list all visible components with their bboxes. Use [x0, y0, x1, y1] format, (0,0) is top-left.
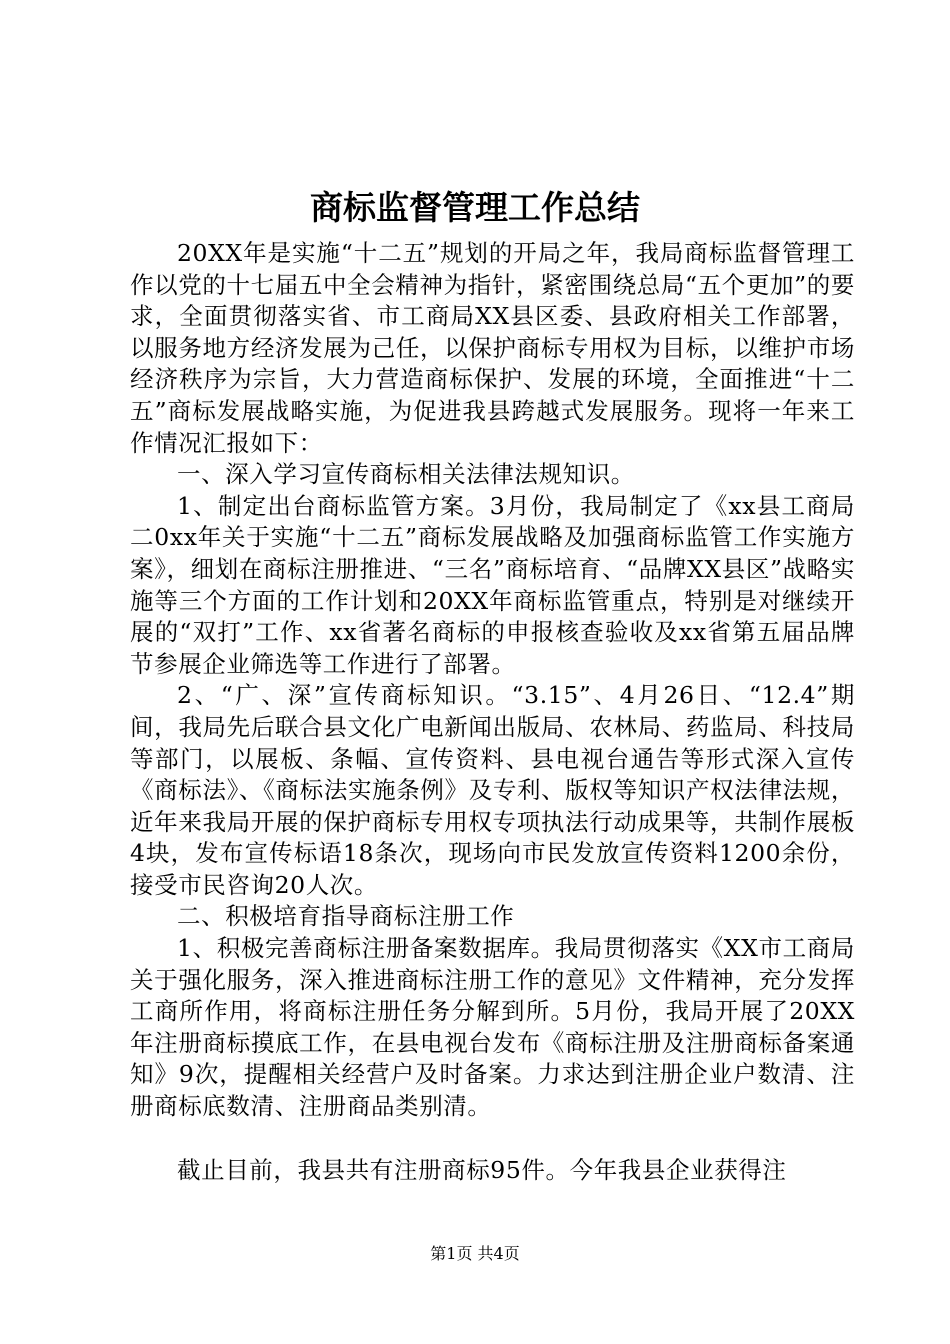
page-footer: 第1页 共4页 — [430, 1244, 520, 1263]
paragraph-1-2: 2、“广、深”宣传商标知识。“3.15”、4月26日、“12.4”期间，我局先后联合县文化广电新闻出版局、农林局、药监局、科技局等部门，以展板、条幅、宣传资料、县电视台通告等形式深入宣传《商标法》、《商标法实施条例》及专利、版权等知识产权法律法规，近年来我局开展的保护商标专用权专项执法行动成果等，共制作展板4块，发布宣传标语18条次，现场向市民发放宣传资料1200余份，接受市民咨询20人次。 — [130, 681, 855, 899]
document-title: 商标监督管理工作总结 — [310, 188, 640, 227]
document-body — [130, 238, 855, 1186]
section-heading-2: 二、积极培育指导商标注册工作 — [177, 902, 515, 931]
paragraph-intro: 20XX年是实施“十二五”规划的开局之年，我局商标监督管理工作以党的十七届五中全会精神为指针，紧密围绕总局“五个更加”的要求，全面贯彻落实省、市工商局XX县区委、县政府相关工作部署，以服务地方经济发展为己任，以保护商标专用权为目标，以维护市场经济秩序为宗旨，大力营造商标保护、发展的环境，全面推进“十二五”商标发展战略实施，为促进我县跨越式发展服务。现将一年来工作情况汇报如下： — [130, 239, 855, 457]
paragraph-1-1: 1、制定出台商标监管方案。3月份，我局制定了《xx县工商局二0xx年关于实施“十二五”商标发展战略及加强商标监管工作实施方案》，细划在商标注册推进、“三名”商标培育、“品牌XX县区”战略实施等三个方面的工作计划和20XX年商标监管重点，特别是对继续开展的“双打”工作、xx省著名商标的申报核查验收及xx省第五届品牌节参展企业筛选等工作进行了部署。 — [130, 491, 855, 678]
paragraph-2-1: 1、积极完善商标注册备案数据库。我局贯彻落实《XX市工商局关于强化服务，深入推进商标注册工作的意见》文件精神，充分发挥工商所作用，将商标注册任务分解到所。5月份，我局开展了20XX年注册商标摸底工作，在县电视台发布《商标注册及注册商标备案通知》9次，提醒相关经营户及时备案。力求达到注册企业户数清、注册商标底数清、注册商品类别清。 — [130, 934, 855, 1121]
section-heading-1: 一、深入学习宣传商标相关法律法规知识。 — [177, 460, 635, 489]
paragraph-2-2: 截止目前，我县共有注册商标95件。今年我县企业获得注 — [177, 1155, 787, 1184]
